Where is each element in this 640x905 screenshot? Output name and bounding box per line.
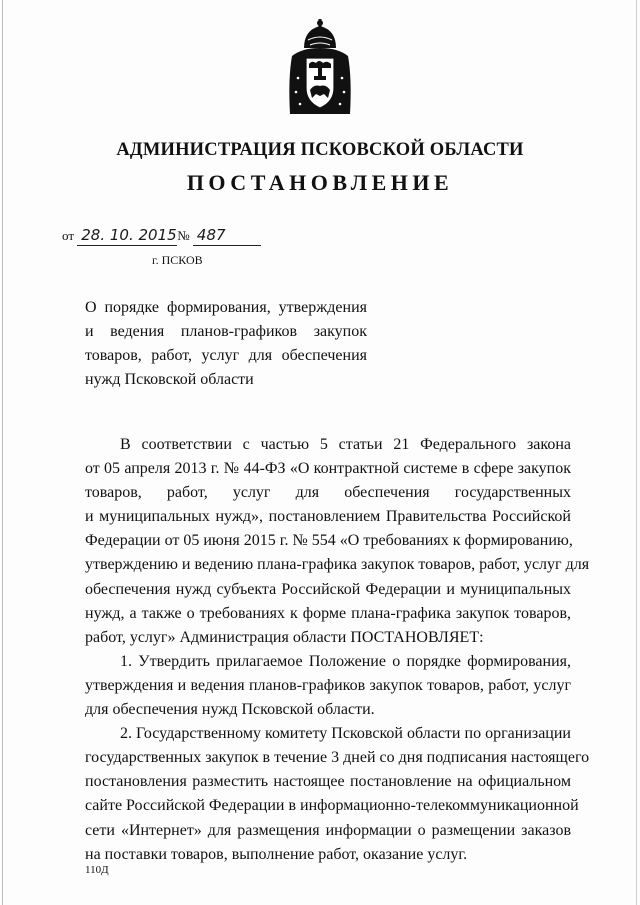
body-line: утверждения и ведения планов-графиков закупок товаров, работ, услуг (85, 676, 571, 694)
document-body (85, 433, 590, 867)
document-subject (85, 296, 367, 392)
date-number-line (62, 226, 261, 246)
clause-2-paragraph (85, 722, 590, 867)
clause-1-paragraph (85, 650, 571, 722)
body-line: 1. Утвердить прилагаемое Положение о порядке формирования, (120, 652, 571, 670)
body-line: Федерации от 05 июня 2015 г. № 554 «О требованиях к формированию, (85, 532, 573, 550)
number-prefix: № (177, 228, 190, 243)
document-type-title: ПОСТАНОВЛЕНИЕ (186, 170, 454, 195)
body-line: утверждению и ведению плана-графика закупок товаров, работ, услуг для (85, 556, 590, 574)
organization-title: АДМИНИСТРАЦИЯ ПСКОВСКОЙ ОБЛАСТИ (116, 140, 524, 160)
scan-edge-right (636, 0, 637, 905)
body-line: для обеспечения нужд Псковской области. (85, 701, 375, 719)
body-line: работ, услуг» Администрация области ПОСТАНОВЛЯЕТ: (85, 628, 484, 646)
body-line: от 05 апреля 2013 г. № 44-ФЗ «О контрактной системе в сфере закупок (85, 460, 571, 478)
body-line: нужд, а также о требованиях к форме плана-графика закупок товаров, (85, 604, 571, 622)
subject-line: товаров, работ, услуг для обеспечения (85, 347, 367, 364)
body-line: товаров, работ, услуг для обеспечения государственных (85, 484, 571, 502)
city-label: г. ПСКОВ (152, 253, 203, 267)
footer-code: 110Д (85, 864, 109, 876)
body-line: сети «Интернет» для размещения информации о размещении заказов (85, 821, 571, 839)
handwritten-number: 487 (193, 226, 261, 246)
body-line: сайте Российской Федерации в информационно-телекоммуникационной (85, 797, 579, 815)
scan-edge-left (2, 0, 3, 905)
body-line: на поставки товаров, выполнение работ, оказание услуг. (85, 845, 468, 863)
body-line: и муниципальных нужд», постановлением Правительства Российской (85, 508, 571, 526)
body-line: государственных закупок в течение 3 дней со дня подписания настоящего (85, 749, 590, 767)
subject-line: О порядке формирования, утверждения (85, 299, 367, 316)
pskov-coat-of-arms-icon (282, 18, 358, 124)
date-prefix: от (62, 228, 75, 243)
body-line: В соответствии с частью 5 статьи 21 Федерального закона (120, 436, 571, 453)
subject-line: нужд Псковской области (85, 371, 254, 388)
preamble-paragraph (85, 433, 590, 650)
body-line: 2. Государственному комитету Псковской области по организации (120, 725, 571, 743)
body-line: постановления разместить настоящее постановление на официальном (85, 773, 571, 791)
subject-line: и ведения планов-графиков закупок (85, 323, 367, 340)
handwritten-date: 28. 10. 2015 (77, 226, 177, 246)
body-line: обеспечения нужд субъекта Российской Федерации и муниципальных (85, 580, 571, 598)
